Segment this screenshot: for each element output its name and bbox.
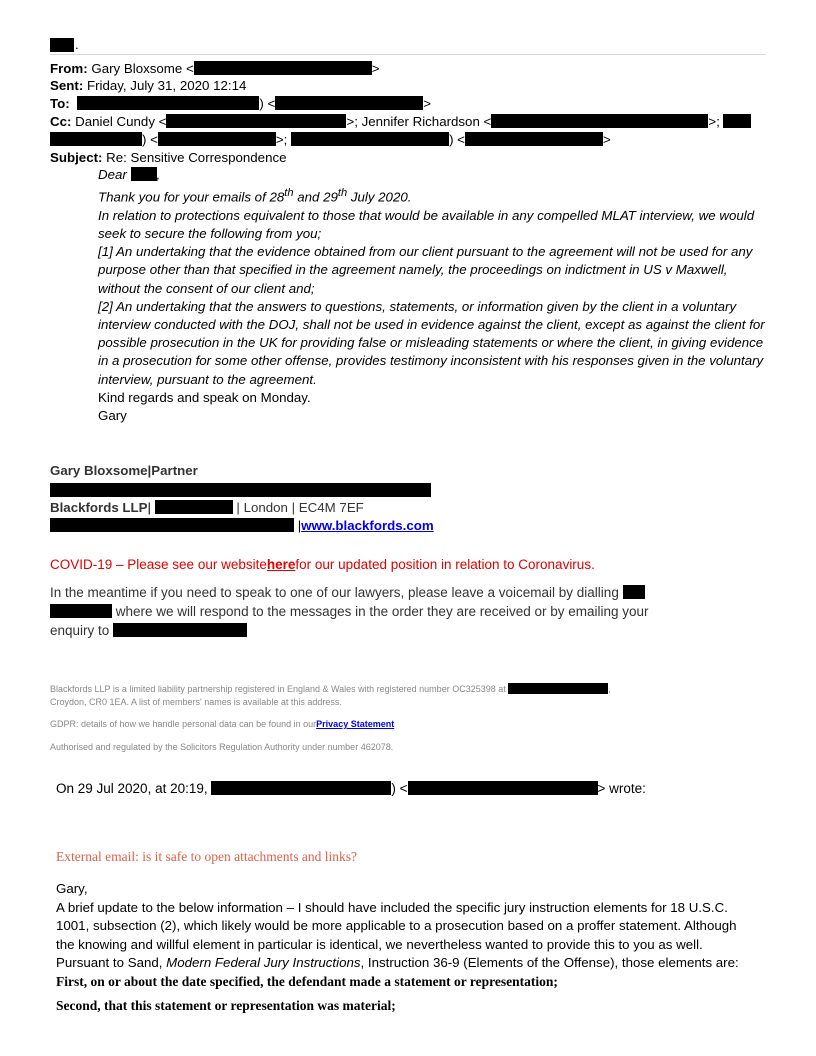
to-label: To: bbox=[50, 96, 70, 111]
sent-line bbox=[50, 77, 246, 94]
sig-address: | London | EC4M 7EF bbox=[236, 500, 364, 515]
cc-sep-3: >; bbox=[275, 132, 288, 147]
legal-line-1: Blackfords LLP is a limited liability partnership registered in England & Wales with registered number OC325398 at , bbox=[50, 684, 611, 694]
cc-line-2 bbox=[50, 131, 611, 148]
cc-redaction-2 bbox=[491, 114, 708, 128]
from-name: Gary Bloxsome < bbox=[91, 61, 194, 76]
body-para-1: In relation to protections equivalent to those that would be available in any compelled MLAT interview, we would seek to secure the following from you; bbox=[98, 207, 755, 242]
thanks-line: Thank you for your emails of 28th and 29th July 2020. bbox=[98, 187, 412, 205]
sig-redaction-3 bbox=[50, 518, 294, 532]
quoted-email-redaction bbox=[408, 781, 598, 795]
cc-label: Cc: bbox=[50, 114, 72, 129]
cc-redaction-7 bbox=[465, 132, 603, 146]
website-link[interactable]: www.blackfords.com bbox=[301, 518, 434, 533]
sig-redaction-2 bbox=[155, 500, 233, 514]
to-close: > bbox=[423, 96, 432, 111]
email-body bbox=[98, 166, 770, 425]
phone-redaction-2 bbox=[50, 604, 112, 618]
legal-address-redaction bbox=[508, 683, 608, 694]
sent-value: Friday, July 31, 2020 12:14 bbox=[86, 78, 247, 93]
covid-notice: COVID-19 – Please see our websiteherefor our updated position in relation to Coronavirus. bbox=[50, 557, 595, 572]
from-label: From: bbox=[50, 61, 88, 76]
subject-line bbox=[50, 149, 287, 166]
header-divider bbox=[50, 54, 766, 55]
cc-sep-1: >; bbox=[708, 114, 720, 129]
cc-sep-2: ) < bbox=[142, 132, 158, 147]
salutation: Dear , bbox=[98, 167, 161, 182]
external-email-warning: External email: is it safe to open attachments and links? bbox=[56, 849, 358, 864]
cc-line-1 bbox=[50, 113, 751, 130]
cc-sep-4: ) < bbox=[449, 132, 465, 147]
salutation-redaction bbox=[131, 167, 157, 181]
meantime-text: In the meantime if you need to speak to one of our lawyers, please leave a voicemail by dialling where we will respond to the messages in the order they are received or by emailing your enquiry to bbox=[50, 585, 649, 638]
cc-close: > bbox=[602, 132, 611, 147]
subject-value: Re: Sensitive Correspondence bbox=[106, 150, 287, 165]
element-first: First, on or about the date specified, the defendant made a statement or representation; bbox=[56, 973, 558, 989]
cc-redaction-6 bbox=[291, 132, 449, 146]
gdpr-line: GDPR: details of how we handle personal data can be found in ourPrivacy Statement bbox=[50, 719, 395, 729]
quoted-name-redaction bbox=[211, 781, 391, 795]
subject-label: Subject: bbox=[50, 150, 103, 165]
body-signoff: Gary bbox=[98, 408, 127, 424]
privacy-statement-link[interactable]: Privacy Statement bbox=[316, 719, 395, 729]
covid-here-link[interactable]: here bbox=[266, 557, 296, 572]
from-email-redaction bbox=[194, 61, 372, 75]
element-second: Second, that this statement or representation was material; bbox=[56, 998, 396, 1013]
cc-redaction-4 bbox=[50, 132, 142, 146]
legal-line-2: Croydon, CR0 1EA. A list of members' names is available at this address. bbox=[50, 697, 342, 707]
quoted-greeting: Gary, bbox=[56, 881, 88, 896]
body-para-3: [2] An undertaking that the answers to questions, statements, or information given by the client in a voluntary interview conducted with the DOJ, shall not be used in evidence against the client, except as against the client for possible prosecution in the UK for providing false or misleading statements or where the client, in giving evidence in a prosecution for some other offense, provides testimony inconsistent with his responses given in the voluntary interview, pursuant to the agreement. bbox=[98, 298, 765, 387]
cc-redaction-3 bbox=[723, 114, 751, 128]
quoted-header: On 29 Jul 2020, at 20:19, ) < > wrote: bbox=[56, 781, 646, 796]
top-redaction bbox=[50, 38, 74, 52]
to-sep: ) < bbox=[259, 96, 276, 111]
sig-web-line: |www.blackfords.com bbox=[50, 518, 434, 533]
cc-redaction-1 bbox=[166, 114, 346, 128]
sra-line: Authorised and regulated by the Solicitors Regulation Authority under number 462078. bbox=[50, 742, 394, 752]
from-close: > bbox=[371, 61, 380, 76]
to-line bbox=[50, 95, 431, 112]
cc-jennifer: >; Jennifer Richardson < bbox=[346, 114, 492, 129]
to-email-redaction bbox=[275, 96, 423, 110]
sig-firm-line: Blackfords LLP| | London | EC4M 7EF bbox=[50, 500, 364, 515]
quoted-body bbox=[56, 880, 756, 1016]
quoted-para-b: Pursuant to Sand, Modern Federal Jury Instructions, Instruction 36-9 (Elements of the Offense), those elements are: bbox=[56, 955, 739, 970]
quoted-para-a: A brief update to the below information – I should have included the specific jury instruction elements for 18 U.S.C. 1001, subsection (2), which likely would be more applicable to a prosecution based on a proffer statement. Although the knowing and willful element in particular is identical, we nevertheless wanted to provide this to you as well. bbox=[56, 899, 737, 952]
closing: Kind regards and speak on Monday. bbox=[98, 389, 311, 405]
cc-redaction-5 bbox=[158, 132, 276, 146]
top-marker: . bbox=[75, 37, 79, 52]
cc-daniel: Daniel Cundy < bbox=[75, 114, 167, 129]
to-name-redaction bbox=[77, 96, 259, 110]
sent-label: Sent: bbox=[50, 78, 84, 93]
sig-firm: Blackfords LLP bbox=[50, 500, 148, 515]
body-para-2: [1] An undertaking that the evidence obtained from our client pursuant to the agreement will not be used for any purpose other than that specified in the agreement namely, the proceedings on indictment in US v Maxwell, without the consent of our client and; bbox=[98, 244, 753, 296]
email-redaction bbox=[113, 623, 247, 637]
sig-redaction-1 bbox=[50, 483, 431, 497]
phone-redaction-1 bbox=[623, 585, 645, 599]
sig-name: Gary Bloxsome|Partner bbox=[50, 463, 198, 478]
from-line bbox=[50, 60, 380, 77]
